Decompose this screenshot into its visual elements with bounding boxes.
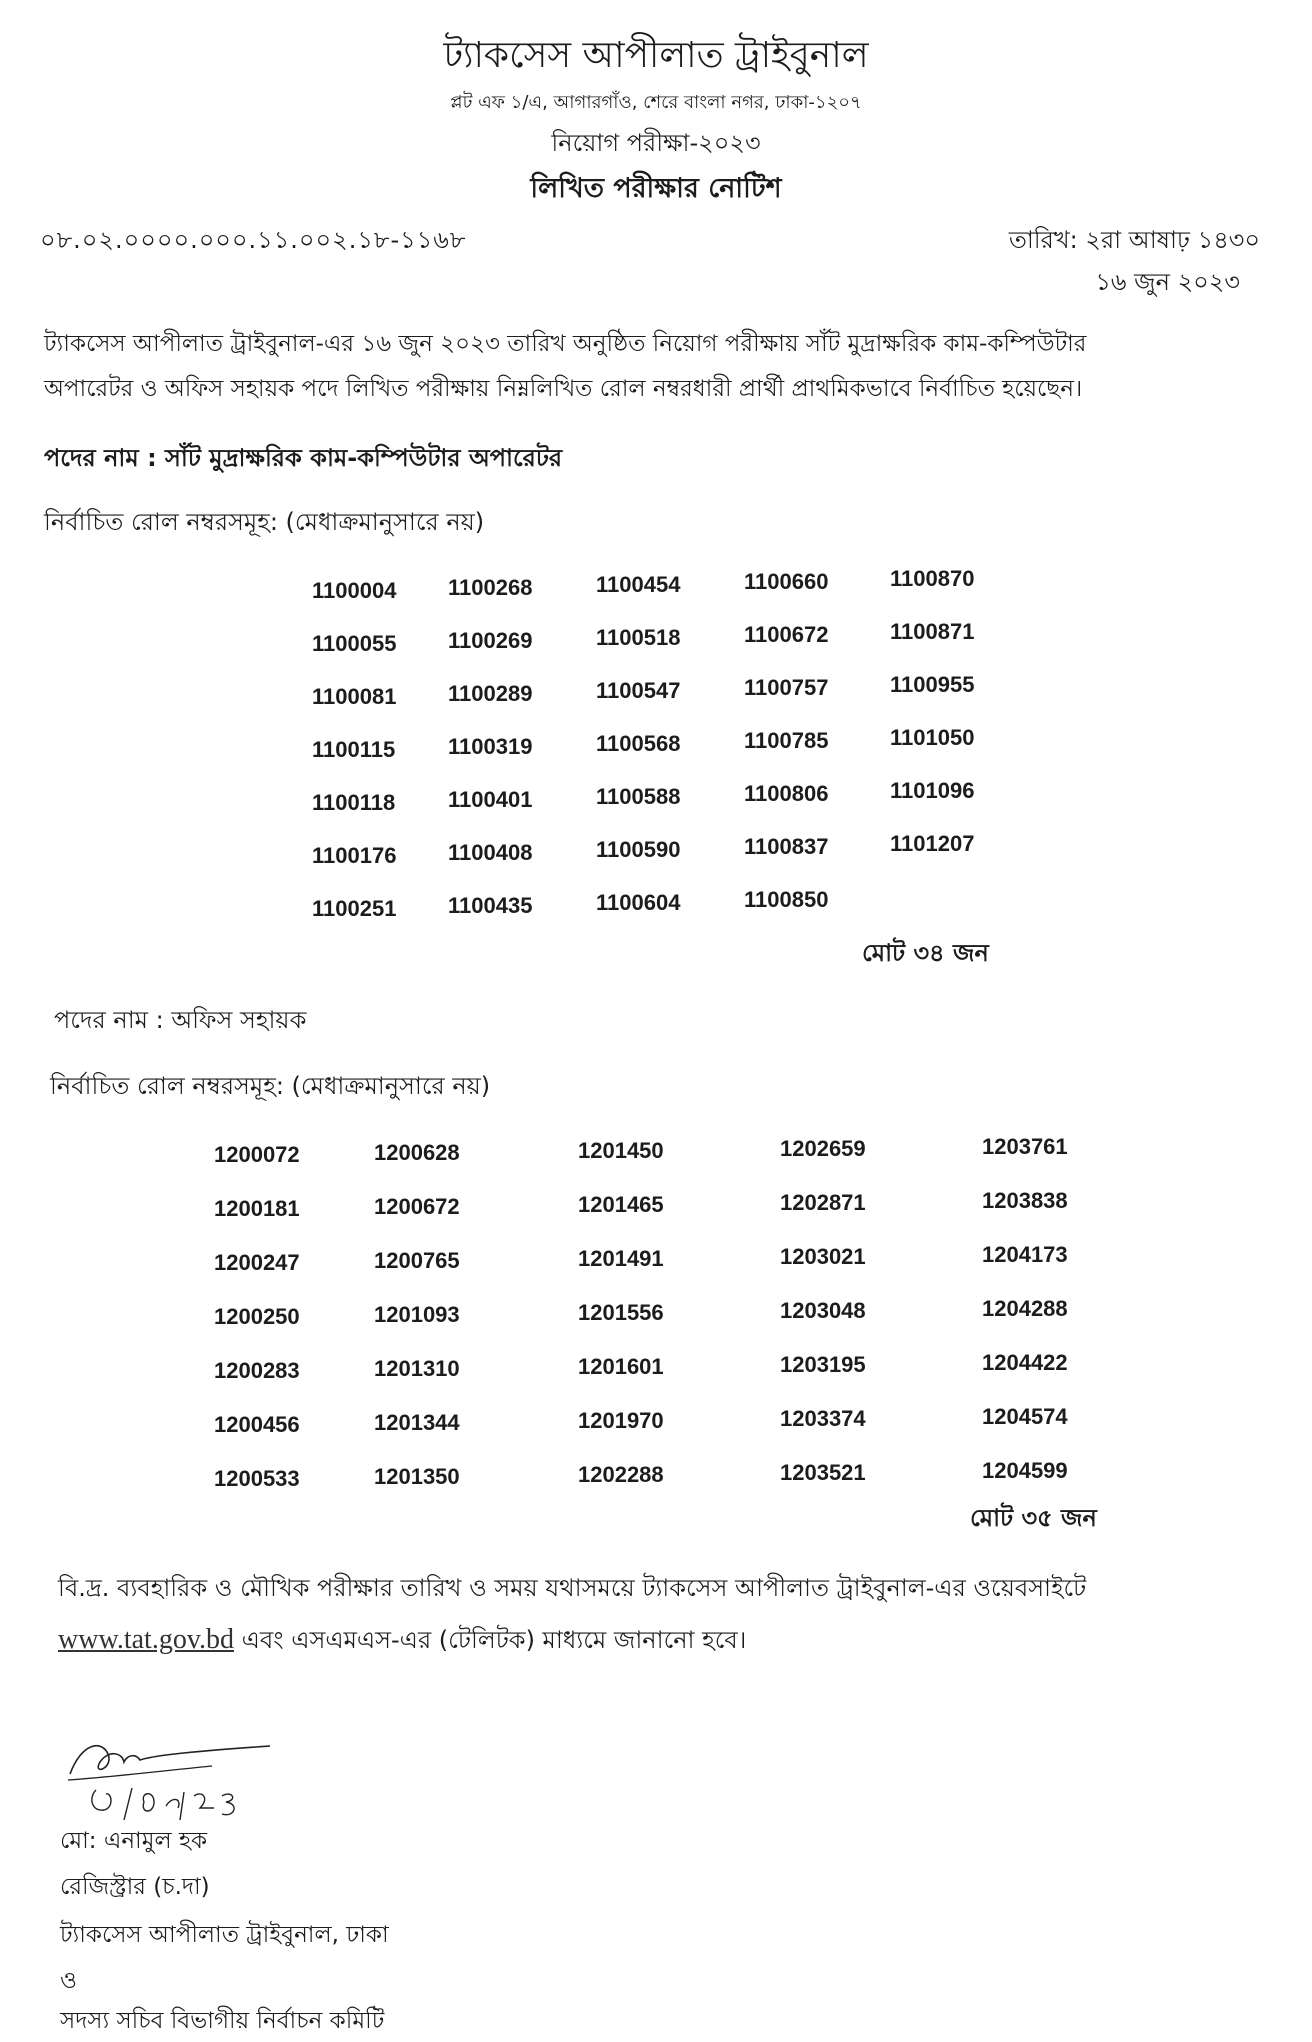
roll-number: 1201970 [578, 1408, 664, 1433]
roll-number: 1204574 [982, 1404, 1068, 1429]
roll-number: 1200456 [214, 1412, 300, 1437]
roll-number: 1100588 [596, 784, 681, 809]
post-name-stenographer: পদের নাম : সাঁট মুদ্রাক্ষরিক কাম-কম্পিউটার অপারেটর [44, 444, 563, 472]
memo-number: ০৮.০২.০০০০.০০০.১১.০০২.১৮-১১৬৮ [40, 226, 467, 254]
roll-number: 1100401 [448, 787, 533, 812]
selected-roll-label: নির্বাচিত রোল নম্বরসমূহ: (মেধাক্রমানুসারে নয়) [44, 508, 485, 536]
roll-number: 1200247 [214, 1250, 300, 1275]
intro-paragraph [44, 322, 1274, 412]
total-stenographer: মোট ৩৪ জন [862, 939, 989, 967]
roll-number: 1101207 [890, 831, 975, 856]
roll-number: 1101096 [890, 778, 975, 803]
roll-number: 1100590 [596, 837, 681, 862]
roll-number: 1203021 [780, 1244, 866, 1269]
roll-number: 1200072 [214, 1142, 300, 1167]
roll-number: 1100806 [744, 781, 829, 806]
roll-number: 1203048 [780, 1298, 866, 1323]
roll-number: 1201350 [374, 1464, 460, 1489]
roll-number: 1100871 [890, 619, 975, 644]
roll-number: 1203374 [780, 1406, 866, 1431]
signature-scribble [62, 1732, 282, 1827]
roll-number: 1203838 [982, 1188, 1068, 1213]
roll-number: 1100757 [744, 675, 829, 700]
signer-conjunction: ও [60, 1968, 77, 1994]
note-paragraph [58, 1562, 1288, 1666]
roll-number: 1201450 [578, 1138, 664, 1163]
roll-number: 1100837 [744, 834, 829, 859]
roll-number: 1201491 [578, 1246, 664, 1271]
note-text: এবং এসএমএস-এর (টেলিটক) মাধ্যমে জানানো হবে। [234, 1626, 747, 1654]
roll-number: 1101050 [890, 725, 975, 750]
intro-line: ট্যাকসেস আপীলাত ট্রাইবুনাল-এর ১৬ জুন ২০২৩ তারিখ অনুষ্ঠিত নিয়োগ পরীক্ষায় সাঁট মুদ্রাক্ষরিক কাম-কম্পিউটার [44, 331, 1087, 357]
roll-number: 1203761 [982, 1134, 1068, 1159]
roll-number: 1201093 [374, 1302, 460, 1327]
roll-number: 1100055 [312, 631, 397, 656]
selected-roll-label: নির্বাচিত রোল নম্বরসমূহ: (মেধাক্রমানুসারে নয়) [50, 1072, 491, 1100]
note-line [58, 1614, 1288, 1666]
roll-number: 1200181 [214, 1196, 300, 1221]
roll-number: 1100850 [744, 887, 829, 912]
roll-number: 1201556 [578, 1300, 664, 1325]
roll-number: 1100870 [890, 566, 975, 591]
roll-number: 1100004 [312, 578, 397, 603]
roll-number: 1100454 [596, 572, 681, 597]
roll-number: 1100081 [312, 684, 397, 709]
roll-number: 1100289 [448, 681, 533, 706]
office-title: ট্যাকসেস আপীলাত ট্রাইবুনাল [443, 35, 869, 76]
roll-number: 1100251 [312, 896, 397, 921]
roll-number: 1202288 [578, 1462, 664, 1487]
roll-number: 1100518 [596, 625, 681, 650]
post-name-office-assistant: পদের নাম : অফিস সহায়ক [54, 1006, 307, 1034]
roll-number: 1203195 [780, 1352, 866, 1377]
roll-number: 1100955 [890, 672, 975, 697]
note-line: বি.দ্র. ব্যবহারিক ও মৌখিক পরীক্ষার তারিখ ও সময় যথাসময়ে ট্যাকসেস আপীলাত ট্রাইবুনাল-এর ওয়েবসাইটে [58, 1574, 1087, 1602]
roll-number: 1100118 [312, 790, 396, 815]
roll-number: 1200283 [214, 1358, 300, 1383]
roll-number: 1204599 [982, 1458, 1068, 1483]
roll-number: 1100785 [744, 728, 829, 753]
roll-number: 1202659 [780, 1136, 866, 1161]
roll-number: 1100568 [596, 731, 681, 756]
roll-number: 1100408 [448, 840, 533, 865]
roll-number: 1100269 [448, 628, 533, 653]
roll-number: 1201344 [374, 1410, 460, 1435]
date-gregorian: ১৬ জুন ২০২৩ [1095, 268, 1240, 296]
signer-role: সদস্য সচিব বিভাগীয় নির্বাচন কমিটি [60, 2008, 385, 2034]
roll-number: 1203521 [780, 1460, 866, 1485]
notice-title: লিখিত পরীক্ষার নোটিশ [530, 173, 782, 204]
roll-number: 1100435 [448, 893, 533, 918]
roll-number: 1200672 [374, 1194, 460, 1219]
intro-line: অপারেটর ও অফিস সহায়ক পদে লিখিত পরীক্ষায় নিম্নলিখিত রোল নম্বরধারী প্রার্থী প্রাথমিকভাবে নির্বাচিত হয়েছেন। [44, 376, 1083, 402]
exam-title: নিয়োগ পরীক্ষা-২০২৩ [551, 129, 761, 157]
roll-number: 1100319 [448, 734, 533, 759]
total-office-assistant: মোট ৩৫ জন [970, 1504, 1097, 1532]
signer-designation: রেজিস্ট্রার (চ.দা) [60, 1874, 210, 1900]
website-link[interactable]: www.tat.gov.bd [58, 1624, 235, 1655]
roll-number: 1200765 [374, 1248, 460, 1273]
signer-name: মো: এনামুল হক [60, 1828, 208, 1854]
roll-number: 1200250 [214, 1304, 300, 1329]
roll-number: 1100115 [312, 737, 396, 762]
roll-number: 1200628 [374, 1140, 460, 1165]
roll-number: 1100176 [312, 843, 397, 868]
roll-number: 1204422 [982, 1350, 1068, 1375]
roll-number: 1100672 [744, 622, 829, 647]
roll-number: 1204173 [982, 1242, 1068, 1267]
roll-number: 1100547 [596, 678, 681, 703]
roll-number: 1201465 [578, 1192, 664, 1217]
signer-office: ট্যাকসেস আপীলাত ট্রাইবুনাল, ঢাকা [60, 1922, 389, 1948]
office-address: প্লট এফ ১/এ, আগারগাঁও, শেরে বাংলা নগর, ঢাকা-১২০৭ [450, 92, 862, 113]
roll-number: 1100660 [744, 569, 829, 594]
roll-number: 1200533 [214, 1466, 300, 1491]
roll-number: 1204288 [982, 1296, 1068, 1321]
roll-number: 1100268 [448, 575, 533, 600]
roll-number: 1201310 [374, 1356, 460, 1381]
roll-number: 1201601 [578, 1354, 664, 1379]
roll-number: 1100604 [596, 890, 681, 915]
date-bangla: তারিখ: ২রা আষাঢ় ১৪৩০ [1008, 226, 1260, 254]
roll-number: 1202871 [780, 1190, 866, 1215]
